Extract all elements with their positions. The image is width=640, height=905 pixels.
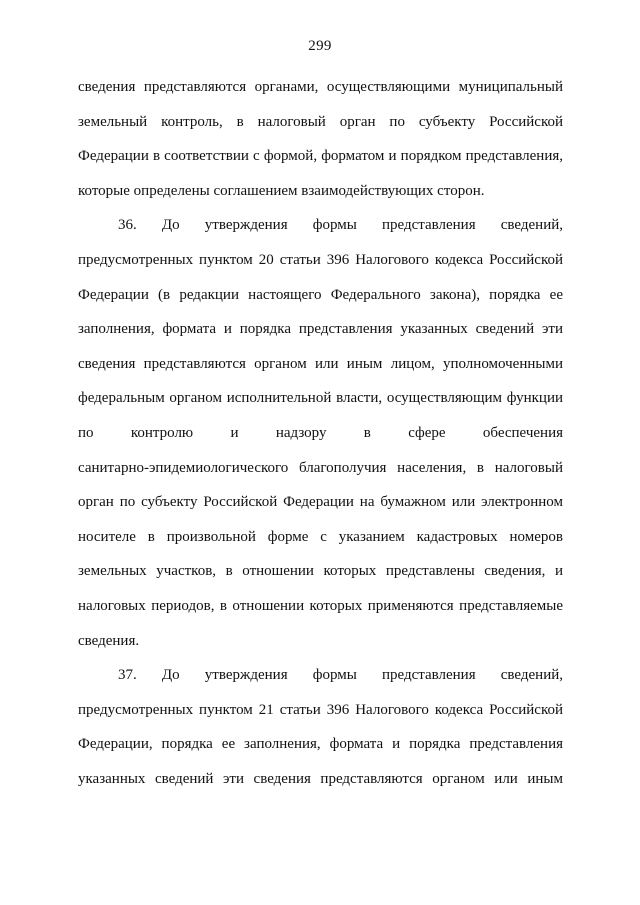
- text-line: санитарно-эпидемиологического благополучия населения, в налоговый: [78, 459, 563, 476]
- text-line: заполнения, формата и порядка представления указанных сведений эти: [78, 321, 563, 338]
- text-line: земельных участков, в отношении которых представлены сведения, и: [78, 563, 563, 580]
- text-line: земельный контроль, в налоговый орган по субъекту Российской: [78, 113, 563, 130]
- text-line: сведения представляются органами, осуществляющими муниципальный: [78, 79, 563, 95]
- text-line: федеральным органом исполнительной власти, осуществляющим функции: [78, 390, 563, 407]
- text-line: 37. До утверждения формы представления сведений,: [118, 667, 563, 684]
- text-line: предусмотренных пунктом 21 статьи 396 Налогового кодекса Российской: [78, 701, 563, 718]
- text-line: Федерации, порядка ее заполнения, формата и порядка представления: [78, 736, 563, 753]
- text-line: Федерации в соответствии с формой, форматом и порядком представления,: [78, 148, 563, 165]
- text-line: орган по субъекту Российской Федерации на бумажном или электронном: [78, 494, 563, 511]
- text-line: сведения представляются органом или иным лицом, уполномоченными: [78, 355, 563, 372]
- text-line: сведения.: [78, 632, 140, 649]
- text-line: 36. До утверждения формы представления сведений,: [118, 217, 563, 234]
- text-line: носителе в произвольной форме с указанием кадастровых номеров: [78, 528, 563, 545]
- paragraph-36: [78, 208, 563, 658]
- text-line: предусмотренных пунктом 20 статьи 396 Налогового кодекса Российской: [78, 251, 563, 268]
- text-line: указанных сведений эти сведения представляются органом или иным: [78, 770, 563, 787]
- paragraph-continuation: [78, 70, 563, 208]
- text-line: Федерации (в редакции настоящего Федерального закона), порядка ее: [78, 286, 563, 303]
- paragraph-37: [78, 658, 563, 796]
- text-line: налоговых периодов, в отношении которых применяются представляемые: [78, 597, 563, 614]
- page-number: 299: [308, 38, 332, 54]
- text-line: по контролю и надзору в сфере обеспечения: [78, 424, 563, 441]
- document-body: [78, 70, 563, 796]
- text-line: которые определены соглашением взаимодействующих сторон.: [78, 182, 485, 199]
